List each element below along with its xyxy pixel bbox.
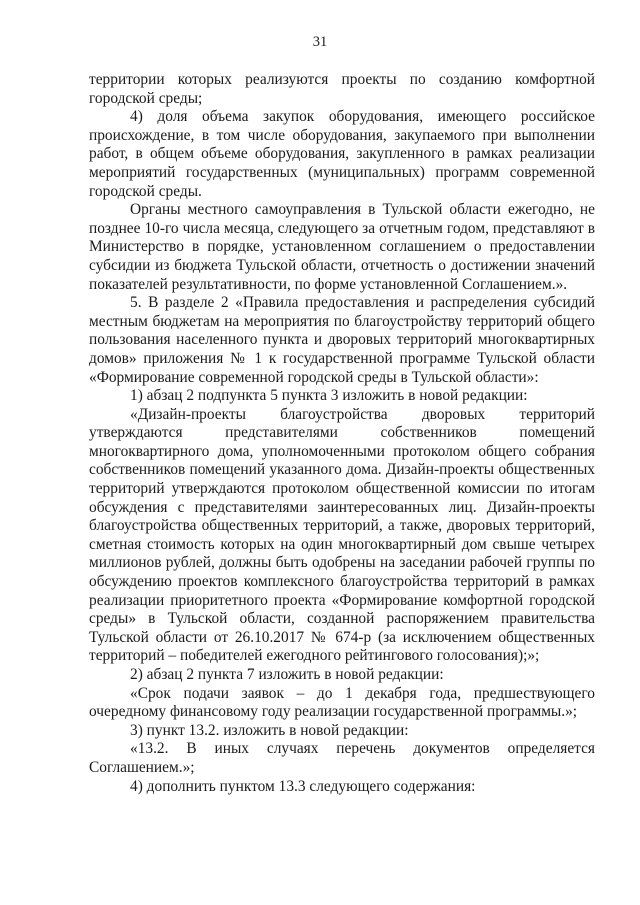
paragraph-3: Органы местного самоуправления в Тульской области ежегодно, не позднее 10-го числа месяца, следующего за отчетным годом, представляют в Министерство в порядке, установленном соглашением о предоставлении субсидии из бюджета Тульской области, отчетность о достижении значений показателей результативности, по форме установленной Соглашением.». bbox=[89, 201, 595, 293]
paragraph-5: 1) абзац 2 подпункта 5 пункта 3 изложить в новой редакции: bbox=[130, 387, 528, 405]
paragraph-2: 4) доля объема закупок оборудования, имеющего российское происхождение, в том числе оборудования, закупаемого при выполнении работ, в общем объеме оборудования, закупленного в рамках реализации мероприятий государственных (муниципальных) программ современной городской среды. bbox=[89, 108, 595, 200]
page-number: 31 bbox=[312, 34, 328, 50]
paragraph-8: «Срок подачи заявок – до 1 декабря года, предшествующего очередному финансовому году реализации государственной программы.»; bbox=[89, 684, 595, 721]
paragraph-9: 3) пункт 13.2. изложить в новой редакции: bbox=[130, 721, 409, 739]
document-body bbox=[89, 71, 595, 796]
paragraph-4: 5. В разделе 2 «Правила предоставления и распределения субсидий местным бюджетам на мероприятия по благоустройству территорий общего пользования населенного пункта и дворовых территорий многоквартирных домов» приложения № 1 к государственной программе Тульской области «Формирование современной городской среды в Тульской области»: bbox=[89, 294, 595, 386]
paragraph-6: «Дизайн-проекты благоустройства дворовых территорий утверждаются представителями собственников помещений многоквартирного дома, уполномоченными протоколом общего собрания собственников помещений указанного дома. Дизайн-проекты общественных территорий утверждаются протоколом общественной комиссии по итогам обсуждения с представителями заинтересованных лиц. Дизайн-проекты благоустройства общественных территорий, а также, дворовых территорий, сметная стоимость которых на один многоквартирный дом свыше четырех миллионов рублей, должны быть одобрены на заседании рабочей группы по обсуждению проектов комплексного благоустройства территорий в рамках реализации приоритетного проекта «Формирование комфортной городской среды» в Тульской области, созданной распоряжением правительства Тульской области от 26.10.2017 № 674-р (за исключением общественных территорий – победителей ежегодного рейтингового голосования);»; bbox=[89, 405, 595, 665]
paragraph-1: территории которых реализуются проекты по созданию комфортной городской среды; bbox=[89, 71, 595, 107]
paragraph-7: 2) абзац 2 пункта 7 изложить в новой редакции: bbox=[130, 666, 444, 683]
paragraph-11: 4) дополнить пунктом 13.3 следующего содержания: bbox=[130, 777, 476, 795]
paragraph-10: «13.2. В иных случаях перечень документов определяется Соглашением.»; bbox=[89, 740, 595, 776]
